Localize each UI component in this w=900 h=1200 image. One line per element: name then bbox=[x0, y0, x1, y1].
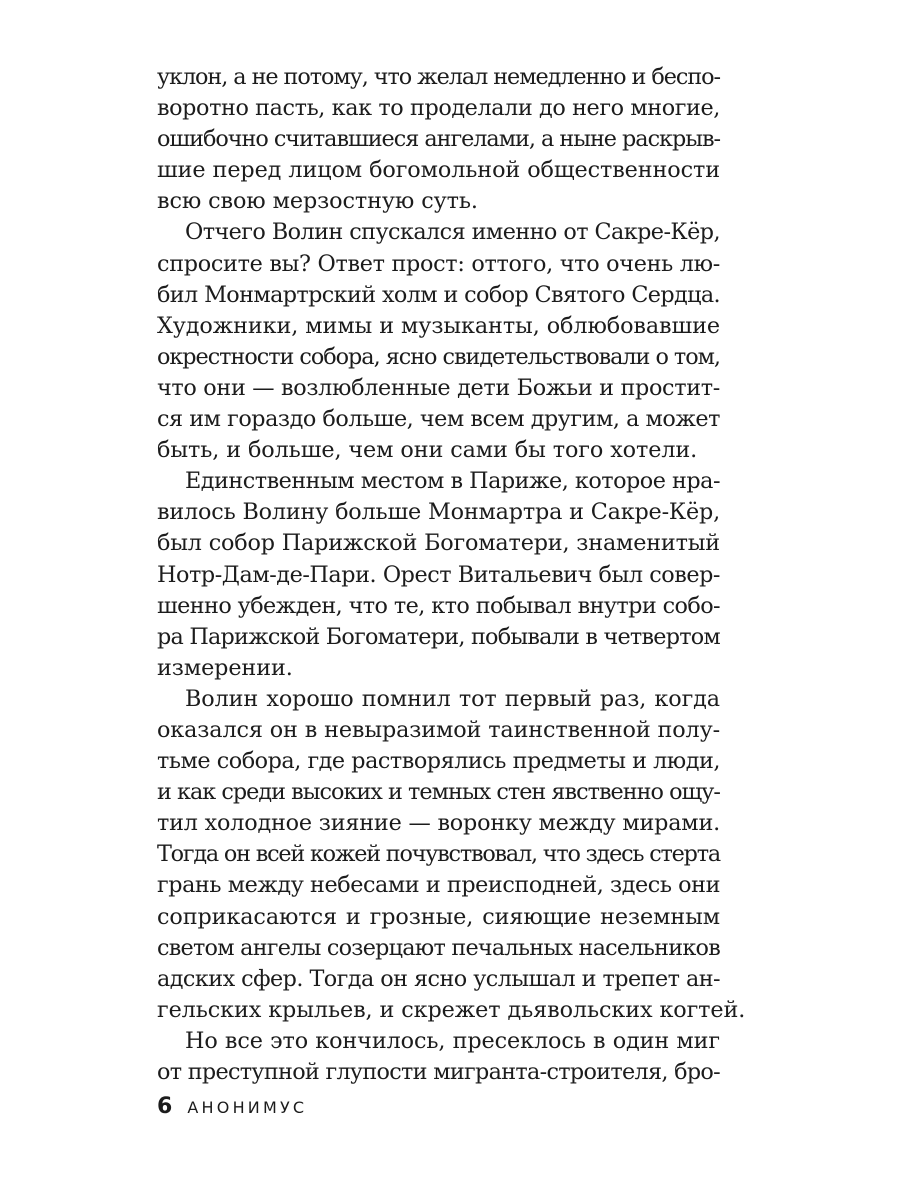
text-line: адских сфер. Тогда он ясно услышал и трепет ан- bbox=[157, 965, 720, 992]
paragraph-start-line: Единственным местом в Париже, которое нра- bbox=[185, 468, 720, 495]
text-line: соприкасаются и грозные, сияющие неземным bbox=[157, 903, 720, 930]
text-line: грань между небесами и преисподней, здесь они bbox=[157, 872, 720, 899]
page-footer bbox=[157, 1094, 307, 1119]
text-line: спросите вы? Ответ прост: оттого, что очень лю- bbox=[157, 250, 720, 277]
text-line: шие перед лицом богомольной общественности bbox=[157, 157, 720, 184]
text-line: вилось Волину больше Монмартра и Сакре-Кёр, bbox=[157, 499, 720, 526]
text-line: гельских крыльев, и скрежет дьявольских когтей. bbox=[157, 996, 746, 1023]
text-line: светом ангелы созерцают печальных насельников bbox=[157, 934, 720, 961]
text-line: ошибочно считавшиеся ангелами, а ныне раскрыв- bbox=[157, 126, 720, 153]
text-line: Тогда он всей кожей почувствовал, что здесь стерта bbox=[157, 841, 720, 868]
running-head-author: АНОНИМУС bbox=[187, 1098, 308, 1117]
text-line: бил Монмартрский холм и собор Святого Сердца. bbox=[157, 281, 720, 308]
body-text bbox=[157, 62, 746, 1088]
text-line: тьме собора, где растворялись предметы и люди, bbox=[157, 748, 720, 775]
text-line: окрестности собора, ясно свидетельствовали о том, bbox=[157, 343, 720, 370]
text-line: ся им гораздо больше, чем всем другим, а может bbox=[157, 406, 720, 433]
text-line: всю свою мерзостную суть. bbox=[157, 188, 478, 215]
text-line: от преступной глупости мигранта-строителя, бро- bbox=[157, 1059, 720, 1085]
paragraph-start-line: Но все это кончилось, пресеклось в один миг bbox=[185, 1027, 720, 1054]
text-line: и как среди высоких и темных стен явственно ощу- bbox=[157, 779, 720, 806]
page-number: 6 bbox=[157, 1094, 173, 1119]
text-line: Художники, мимы и музыканты, облюбовавшие bbox=[157, 312, 720, 339]
text-line: что они — возлюбленные дети Божьи и простит- bbox=[157, 374, 720, 401]
text-line: шенно убежден, что те, кто побывал внутри собо- bbox=[157, 592, 720, 619]
text-line: оказался он в невыразимой таинственной полу- bbox=[157, 716, 720, 743]
text-line: Нотр-Дам-де-Пари. Орест Витальевич был совер- bbox=[157, 561, 720, 588]
text-line: уклон, а не потому, что желал немедленно и беспо- bbox=[157, 64, 720, 90]
text-line: тил холодное зияние — воронку между мирами. bbox=[157, 810, 720, 837]
paragraph-start-line: Отчего Волин спускался именно от Сакре-Кёр, bbox=[185, 219, 720, 246]
text-line: был собор Парижской Богоматери, знаменитый bbox=[157, 530, 720, 557]
text-line: измерении. bbox=[157, 654, 293, 681]
paragraph-start-line: Волин хорошо помнил тот первый раз, когда bbox=[185, 685, 720, 712]
text-line: воротно пасть, как то проделали до него многие, bbox=[157, 95, 720, 122]
text-line: быть, и больше, чем они сами бы того хотели. bbox=[157, 437, 698, 464]
text-line: ра Парижской Богоматери, побывали в четвертом bbox=[157, 623, 720, 650]
